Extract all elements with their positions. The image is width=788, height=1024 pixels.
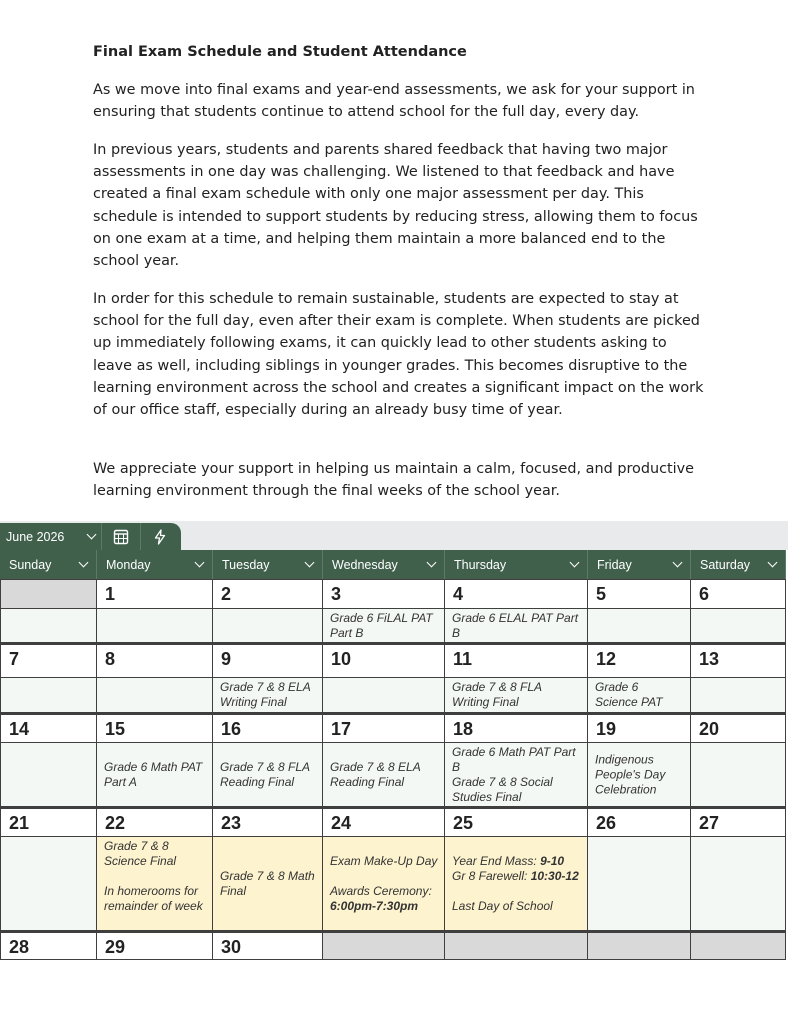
event-line: Grade 7 & 8 Social Studies Final xyxy=(452,774,553,804)
date-number: 8 xyxy=(105,649,116,669)
date-number: 15 xyxy=(105,719,126,739)
calendar-grid-icon xyxy=(113,529,129,545)
event-label: Gr 8 Farewell: xyxy=(452,868,528,883)
weekday-header-wednesday[interactable] xyxy=(323,550,445,579)
date-cell[interactable] xyxy=(213,933,323,960)
event-cell[interactable] xyxy=(213,678,323,713)
calendar-view-button[interactable] xyxy=(102,523,141,550)
event-line: Awards Ceremony: xyxy=(330,883,432,898)
chevron-down-icon xyxy=(427,558,437,568)
paragraph-2: In previous years, students and parents shared feedback that having two major assessments in one day was challenging. We listened to that feedback and have created a final exam schedule with only one major assessment per day. This schedule is intended to support students by reducing stress, allowing them to focus on one exam at a time, and helping them maintain a more balanced end to the school year. xyxy=(93,142,698,270)
date-number: 27 xyxy=(699,813,720,833)
date-cell[interactable] xyxy=(323,809,445,837)
event-cell[interactable] xyxy=(0,837,97,931)
week-5-dates xyxy=(0,931,786,960)
event-cell[interactable] xyxy=(323,609,445,643)
date-number: 21 xyxy=(9,813,30,833)
event-line: Grade 6 Math PAT Part A xyxy=(104,759,203,789)
date-number: 25 xyxy=(453,813,474,833)
date-number: 24 xyxy=(331,813,352,833)
quick-action-button[interactable] xyxy=(141,523,179,550)
event-line: Grade 7 & 8 ELA Reading Final xyxy=(330,759,421,789)
event-cell[interactable] xyxy=(97,678,213,713)
date-number: 17 xyxy=(331,719,352,739)
event-time: 10:30-12 xyxy=(530,868,579,883)
week-4-dates xyxy=(0,807,786,837)
event-text xyxy=(323,760,444,790)
weekday-label: Thursday xyxy=(454,557,507,572)
date-number: 19 xyxy=(596,719,617,739)
event-line: Grade 7 & 8 FLA Writing Final xyxy=(452,680,542,709)
event-cell[interactable] xyxy=(691,609,786,643)
chevron-down-icon xyxy=(305,558,315,568)
event-line xyxy=(452,854,581,869)
event-cell[interactable] xyxy=(588,743,691,807)
date-cell[interactable] xyxy=(97,933,213,960)
date-cell[interactable] xyxy=(213,715,323,743)
event-text xyxy=(213,680,322,710)
date-cell[interactable] xyxy=(691,715,786,743)
week-3-events xyxy=(0,743,786,807)
event-text xyxy=(323,854,444,914)
chevron-down-icon xyxy=(673,558,683,568)
chevron-down-icon xyxy=(87,530,97,540)
date-number: 11 xyxy=(453,649,473,669)
event-cell[interactable] xyxy=(97,837,213,931)
event-text xyxy=(97,839,212,914)
date-number: 4 xyxy=(453,584,464,604)
weekday-label: Friday xyxy=(597,557,632,572)
event-time: 9-10 xyxy=(540,853,565,868)
event-line: Grade 7 & 8 ELA Writing Final xyxy=(220,680,311,709)
event-text xyxy=(445,745,587,805)
weekday-header-saturday[interactable] xyxy=(691,550,786,579)
date-number: 28 xyxy=(9,937,30,957)
date-cell[interactable] xyxy=(213,580,323,609)
event-cell[interactable] xyxy=(0,678,97,713)
weekday-label: Wednesday xyxy=(332,557,398,572)
weekday-header-sunday[interactable] xyxy=(0,550,97,579)
event-line: Grade 7 & 8 FLA Reading Final xyxy=(220,759,310,789)
event-line: Grade 6 ELAL PAT Part B xyxy=(452,610,579,640)
week-1-events xyxy=(0,609,786,643)
chevron-down-icon xyxy=(79,558,89,568)
date-number: 20 xyxy=(699,719,720,739)
weekday-header-tuesday[interactable] xyxy=(213,550,323,579)
event-cell[interactable] xyxy=(588,609,691,643)
event-cell[interactable] xyxy=(691,678,786,713)
date-cell[interactable] xyxy=(0,715,97,743)
event-text xyxy=(97,760,212,790)
date-cell[interactable] xyxy=(691,580,786,609)
date-number: 9 xyxy=(221,649,232,669)
date-cell[interactable] xyxy=(445,645,588,678)
date-number: 6 xyxy=(699,584,710,604)
date-number: 16 xyxy=(221,719,242,739)
date-cell[interactable] xyxy=(588,645,691,678)
event-cell[interactable] xyxy=(588,678,691,713)
date-cell[interactable] xyxy=(588,715,691,743)
paragraph-4: We appreciate your support in helping us maintain a calm, focused, and productive learning environment through the final weeks of the school year. xyxy=(93,461,695,500)
event-cell[interactable] xyxy=(0,743,97,807)
date-cell[interactable] xyxy=(97,715,213,743)
date-cell[interactable] xyxy=(445,580,588,609)
chevron-down-icon xyxy=(768,558,778,568)
date-cell[interactable] xyxy=(213,645,323,678)
event-cell[interactable] xyxy=(323,837,445,931)
chevron-down-icon xyxy=(570,558,580,568)
event-cell[interactable] xyxy=(213,743,323,807)
weekday-header-monday[interactable] xyxy=(97,550,213,579)
event-text xyxy=(588,680,690,710)
event-text xyxy=(445,680,587,710)
event-label: Year End Mass: xyxy=(452,853,537,868)
paragraph-1: As we move into final exams and year-end assessments, we ask for your support in ensuring that students continue to attend school for the full day, every day. xyxy=(93,82,695,121)
event-cell[interactable] xyxy=(588,837,691,931)
weekday-header-thursday[interactable] xyxy=(445,550,588,579)
event-line: Indigenous People's Day Celebration xyxy=(595,752,666,796)
date-number: 14 xyxy=(9,719,30,739)
weekday-label: Sunday xyxy=(9,557,52,572)
date-cell[interactable] xyxy=(588,809,691,837)
event-cell[interactable] xyxy=(323,678,445,713)
date-number: 26 xyxy=(596,813,617,833)
event-line: Last Day of School xyxy=(452,898,553,913)
date-cell[interactable] xyxy=(588,580,691,609)
date-number: 2 xyxy=(221,584,232,604)
weekday-label: Saturday xyxy=(700,557,751,572)
date-cell[interactable] xyxy=(0,809,97,837)
event-cell[interactable] xyxy=(691,837,786,931)
event-text xyxy=(445,854,587,914)
date-number: 23 xyxy=(221,813,242,833)
page-title: Final Exam Schedule and Student Attendance xyxy=(93,44,467,60)
weekday-header-friday[interactable] xyxy=(588,550,691,579)
date-cell[interactable] xyxy=(213,809,323,837)
date-number: 18 xyxy=(453,719,474,739)
date-cell[interactable] xyxy=(323,933,445,960)
week-4-events xyxy=(0,837,786,931)
date-cell[interactable] xyxy=(97,645,213,678)
date-number: 1 xyxy=(105,584,116,604)
week-2-events xyxy=(0,678,786,713)
event-line: In homerooms for remainder of week xyxy=(104,884,203,913)
date-cell[interactable] xyxy=(445,809,588,837)
date-cell[interactable] xyxy=(588,933,691,960)
calendar xyxy=(0,521,788,961)
date-cell[interactable] xyxy=(691,645,786,678)
event-cell[interactable] xyxy=(97,743,213,807)
event-text xyxy=(445,611,587,641)
lightning-icon xyxy=(153,529,167,545)
date-number: 22 xyxy=(105,813,126,833)
month-label: June 2026 xyxy=(6,529,65,544)
date-number: 13 xyxy=(699,649,720,669)
event-line xyxy=(452,869,581,884)
date-number: 7 xyxy=(9,649,20,669)
event-line: Grade 7 & 8 Math Final xyxy=(220,868,315,898)
date-cell[interactable] xyxy=(323,645,445,678)
event-cell[interactable] xyxy=(445,609,588,643)
paragraph-3: In order for this schedule to remain sustainable, students are expected to stay at school for the full day, even after their exam is complete. When students are picked up immediately following exams, it can quickly lead to other students asking to leave as well, including siblings in younger grades. This becomes disruptive to the learning environment across the school and creates a significant impact on the work of our office staff, especially during an already busy time of year. xyxy=(93,291,704,419)
calendar-toolbar xyxy=(0,521,788,550)
date-number: 3 xyxy=(331,584,342,604)
event-cell[interactable] xyxy=(445,678,588,713)
weekday-label: Tuesday xyxy=(222,557,270,572)
calendar-grid xyxy=(0,579,786,960)
chevron-down-icon xyxy=(195,558,205,568)
date-cell[interactable] xyxy=(97,809,213,837)
event-line: Grade 6 FiLAL PAT Part B xyxy=(330,610,433,640)
date-number: 12 xyxy=(596,649,617,669)
date-number: 10 xyxy=(331,649,352,669)
date-cell[interactable] xyxy=(323,715,445,743)
date-number: 30 xyxy=(221,937,242,957)
date-number: 29 xyxy=(105,937,126,957)
event-text xyxy=(323,611,444,641)
event-cell[interactable] xyxy=(0,609,97,643)
weekday-header xyxy=(0,550,786,579)
event-text xyxy=(213,760,322,790)
event-time: 6:00pm-7:30pm xyxy=(330,898,419,913)
event-text xyxy=(588,752,690,797)
calendar-tabs xyxy=(0,523,181,550)
week-3-dates xyxy=(0,713,786,743)
weekday-label: Monday xyxy=(106,557,151,572)
event-cell[interactable] xyxy=(691,743,786,807)
event-cell[interactable] xyxy=(445,743,588,807)
date-cell[interactable] xyxy=(691,933,786,960)
date-cell[interactable] xyxy=(0,645,97,678)
event-text xyxy=(213,869,322,899)
event-cell[interactable] xyxy=(213,609,323,643)
event-line: Grade 6 Science PAT xyxy=(595,680,663,709)
event-line: Exam Make-Up Day xyxy=(330,853,438,868)
date-cell[interactable] xyxy=(445,933,588,960)
week-1-dates xyxy=(0,579,786,609)
event-line: Grade 6 Math PAT Part B xyxy=(452,744,576,774)
month-selector[interactable] xyxy=(0,523,102,550)
date-number: 5 xyxy=(596,584,607,604)
week-2-dates xyxy=(0,643,786,678)
date-cell[interactable] xyxy=(445,715,588,743)
event-cell[interactable] xyxy=(213,837,323,931)
date-cell[interactable] xyxy=(0,580,97,609)
event-cell[interactable] xyxy=(323,743,445,807)
event-line: Grade 7 & 8 Science Final xyxy=(104,839,177,868)
event-cell[interactable] xyxy=(97,609,213,643)
date-cell[interactable] xyxy=(97,580,213,609)
event-cell[interactable] xyxy=(445,837,588,931)
date-cell[interactable] xyxy=(323,580,445,609)
date-cell[interactable] xyxy=(691,809,786,837)
date-cell[interactable] xyxy=(0,933,97,960)
